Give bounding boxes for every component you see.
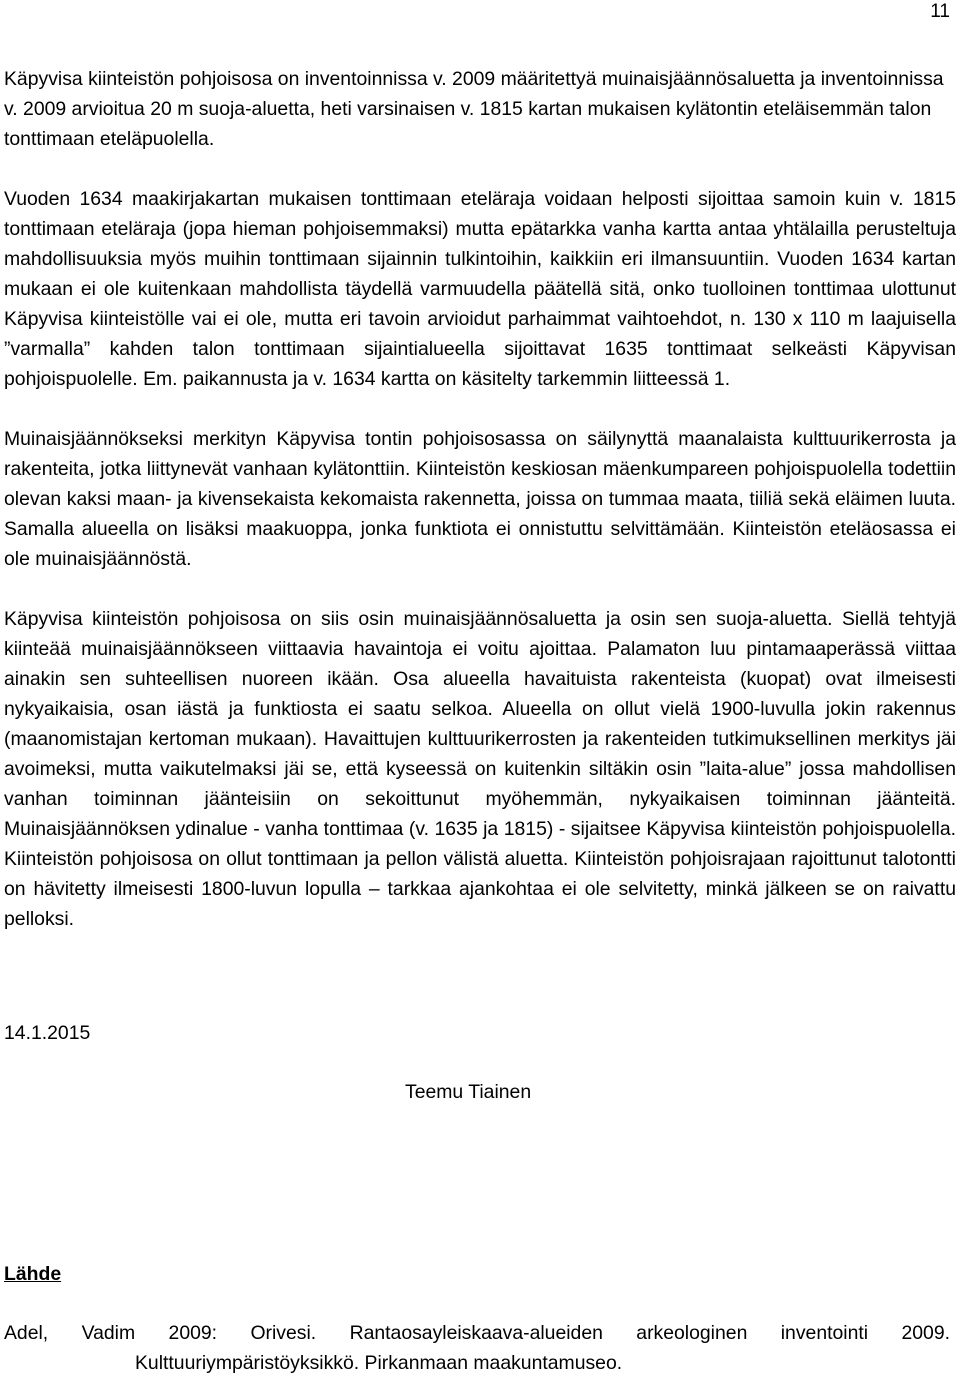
- sources-heading: Lähde: [4, 1263, 62, 1285]
- paragraph-location: Käpyvisa kiinteistön pohjoisosa on inventoinnissa v. 2009 määritettyä muinaisjäännösaluetta ja inventoinnissa v. 2009 arvioitua 20 m suoja-aluetta, heti varsinaisen v. 1815 kartan mukaisen kylätontin eteläisemmän talon tonttimaan eteläpuolella.: [4, 68, 944, 150]
- document-date: 14.1.2015: [4, 1022, 91, 1044]
- author-signature: Teemu Tiainen: [405, 1081, 532, 1103]
- reference-entry: Adel, Vadim 2009: Orivesi. Rantaosayleiskaava-alueiden arkeologinen inventointi 2009. Kulttuuriympäristöyksikkö. Pirkanmaan maakuntamuseo.: [4, 1322, 950, 1374]
- paragraph-map-analysis: Vuoden 1634 maakirjakartan mukaisen tonttimaan eteläraja voidaan helposti sijoittaa samoin kuin v. 1815 tonttimaan eteläraja (jopa hieman pohjoisemmaksi) mutta epätarkka vanha kartta antaa yhtälailla perusteltuja mahdollisuuksia myös muihin tonttimaan sijainnin tulkintoihin, kaikkiin eri ilmansuuntiin. Vuoden 1634 kartan mukaan ei ole kuitenkaan mahdollista täydellä varmuudella päätellä sitä, onko tuolloinen tonttimaa ulottunut Käpyvisa kiinteistölle vai ei ole, mutta eri tavoin arvioidut parhaimmat vaihtoehdot, n. 130 x 110 m laajuisella ”varmalla” kahden talon tonttimaan sijaintialueella sijoittavat 1635 tonttimaat selkeästi Käpyvisan pohjoispuolelle. Em. paikannusta ja v. 1634 kartta on käsitelty tarkemmin liitteessä 1.: [4, 188, 956, 390]
- paragraph-conclusion: Käpyvisa kiinteistön pohjoisosa on siis osin muinaisjäännösaluetta ja osin sen suoja-aluetta. Siellä tehtyjä kiinteää muinaisjäännökseen viittaavia havaintoja ei voitu ajoittaa. Palamaton luu pintamaaperässä viittaa ainakin sen suhteellisen nuoreen ikään. Osa alueella havaituista rakenteista (kuopat) ovat ilmeisesti nykyaikaisia, osan iästä ja funktiosta ei saatu selkoa. Alueella on ollut vielä 1900-luvulla jokin rakennus (maanomistajan kertoman mukaan). Havaittujen kulttuurikerrosten ja rakenteiden tutkimuksellinen merkitys jäi avoimeksi, mutta vaikutelmaksi jäi se, että kyseessä on kuitenkin siltäkin osin ”laita-alue” jossa mahdollisen vanhan toiminnan jäänteisiin on sekoittunut myöhemmän, nykyaikaisen toiminnan jäänteitä. Muinaisjäännöksen ydinalue - vanha tonttimaa (v. 1635 ja 1815) - sijaitsee Käpyvisa kiinteistön pohjoispuolella. Kiinteistön pohjoisosa on ollut tonttimaan ja pellon välistä aluetta. Kiinteistön pohjoisrajaan rajoittunut talotontti on hävitetty ilmeisesti 1800-luvun lopulla – tarkkaa ajankohtaa ei ole selvitetty, minkä jälkeen se on raivattu pelloksi.: [4, 608, 956, 930]
- paragraph-spacer: [4, 154, 956, 184]
- body-text: [4, 64, 956, 934]
- paragraph-spacer: [4, 574, 956, 604]
- page-number: 11: [930, 1, 950, 22]
- paragraph-findings: Muinaisjäännökseksi merkityn Käpyvisa tontin pohjoisosassa on säilynyttä maanalaista kulttuurikerrosta ja rakenteita, jotka liittynevät vanhaan kylätonttiin. Kiinteistön keskiosan mäenkumpareen pohjoispuolella todettiin olevan kaksi maan- ja kivensekaista kekomaista rakennetta, joissa on tummaa maata, tiiliä sekä eläimen luuta. Samalla alueella on lisäksi maakuoppa, jonka funktiota ei onnistuttu selvittämään. Kiinteistön eteläosassa ei ole muinaisjäännöstä.: [4, 428, 956, 570]
- paragraph-spacer: [4, 394, 956, 424]
